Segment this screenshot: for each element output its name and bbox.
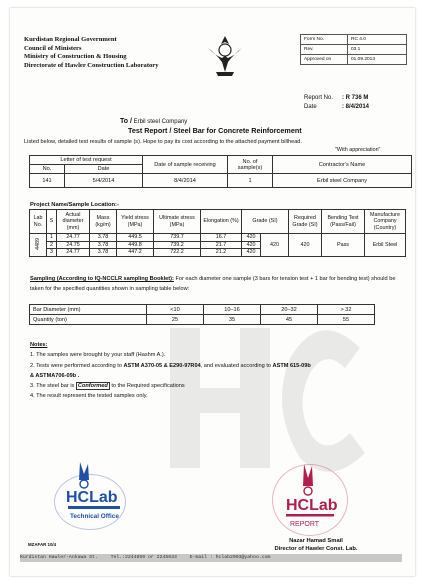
footer-bar	[20, 554, 402, 562]
cell-value: 45	[261, 315, 318, 325]
appreciation-text: "With appreciation"	[335, 147, 381, 153]
cell-ultimate: 739.2	[154, 241, 201, 249]
col-header-yield: Yield stress (MPa)	[117, 210, 154, 234]
cell-ultimate: 722.2	[154, 249, 201, 257]
form-value: 03.1	[348, 45, 407, 55]
cell-elongation: 21.7	[201, 241, 242, 249]
col-header-ultimate: Ultimate stress (MPa)	[154, 210, 201, 234]
sampling-heading: Sampling (According to IQ-NCCLR sampling Booklet):	[30, 276, 174, 282]
cell-mass: 3.78	[90, 234, 117, 242]
cell-date: 5/4/2014	[65, 174, 143, 188]
kurdistan-emblem-icon	[206, 32, 244, 78]
report-no-value: : R 736 M	[342, 95, 369, 101]
note-3: 3. The steel bar is Conformed to the Required specifications	[30, 383, 185, 390]
form-label: Rev.	[301, 45, 348, 55]
cell-value: <10	[147, 305, 204, 315]
cell-grade-overall: 420	[261, 234, 289, 257]
header-line-1: Kurdistan Regional Government	[24, 36, 117, 43]
cell-value: 55	[318, 315, 375, 325]
note-2-cont: & ASTMA706-09b .	[30, 372, 80, 379]
cell-yield: 449.8	[117, 241, 154, 249]
cell-diameter: 24.75	[57, 241, 90, 249]
cell-value: 10–16	[204, 305, 261, 315]
sampling-table	[29, 304, 375, 325]
header-line-3: Ministry of Construction & Housing	[24, 53, 127, 61]
col-header-bending: Bending Test (Pass/Fail)	[322, 210, 365, 234]
cell-value: 20–32	[261, 305, 318, 315]
table-row	[30, 174, 412, 188]
to-prefix: To /	[120, 118, 132, 125]
footer-address: Kurdistan Hawler-Ankawa St.	[20, 555, 98, 560]
table-row	[30, 305, 375, 315]
cell-value: 25	[147, 315, 204, 325]
signatory-title: Director of Hawler Const. Lab.	[274, 545, 358, 552]
form-row	[301, 55, 407, 65]
logo-left-sub: Technical Office	[70, 513, 119, 520]
report-title: Test Report / Steel Bar for Concrete Reinforcement	[128, 126, 302, 135]
cell-yield: 447.2	[117, 249, 154, 257]
cell-manufacturer: Erbil Steel	[365, 234, 406, 257]
cell-diameter: 24.77	[57, 234, 90, 242]
note-4: 4. The result represent the tested samples only.	[30, 393, 148, 400]
col-header-elongation: Elongation (%)	[201, 210, 242, 234]
footer-tel: Tel.:2244859 or 2245633	[110, 555, 177, 560]
cell-grade: 420	[242, 234, 261, 242]
cell-elongation: 21.2	[201, 249, 242, 257]
header-line-4: Directorate of Hawler Construction Laboratory	[24, 61, 159, 69]
signatory-name: Nazar Hamad Smail	[289, 538, 343, 544]
request-table	[29, 155, 412, 188]
form-label: Approved on	[301, 55, 348, 65]
cell-label: Quantity (ton)	[30, 315, 147, 325]
col-header-letter: Letter of test request	[30, 156, 143, 165]
cell-ultimate: 739.7	[154, 234, 201, 242]
cell-no: 141	[30, 174, 65, 188]
col-header-manufacturer: Manufacture Company (Country)	[365, 210, 406, 234]
report-number-block	[304, 94, 369, 111]
sampling-text: For each diameter one sample (3 bars for tension test + 1 bar for bending test) should be taken for the specified quantities shown in sampling table below:	[30, 276, 396, 292]
organization-header	[24, 36, 159, 70]
col-header-grade: Grade (SI)	[242, 210, 289, 234]
cell-diameter: 24.77	[57, 249, 90, 257]
report-no-label: Report No.	[304, 95, 334, 101]
col-header-no: No.	[30, 165, 65, 174]
logo-right-sub: REPORT	[290, 521, 320, 528]
col-header-samples: No. of sample(s)	[228, 156, 273, 174]
header-line-2: Council of Ministers	[24, 44, 82, 52]
hclab-logo-left	[58, 456, 128, 526]
cell-required-grade: 420	[289, 234, 322, 257]
signature-block	[256, 538, 376, 553]
col-header-mass: Mass (kg/m)	[90, 210, 117, 234]
form-info-box	[300, 34, 407, 65]
cell-value: > 32	[318, 305, 375, 315]
form-value: RC 4.0	[348, 35, 407, 45]
cell-bending: Pass	[322, 234, 365, 257]
sampling-paragraph	[30, 274, 402, 294]
report-page	[10, 8, 415, 576]
logo-left-text: HCLab	[66, 489, 118, 506]
form-row	[301, 35, 407, 45]
note-2: 2. Tests were performed according to ASTM A370-05 & E290-97R04, and evaluated according to ASTM 615-09b	[30, 362, 311, 369]
report-date-value: : 8/4/2014	[342, 103, 370, 110]
logo-right-text: HCLab	[286, 497, 338, 514]
footer-email: E-mail : hclab2003@yahoo.com	[189, 555, 271, 560]
col-header-lab: Lab No.	[30, 210, 47, 234]
cell-value: 35	[204, 315, 261, 325]
form-row	[301, 45, 407, 55]
mzafar-label: MZAFAR 10/4	[28, 542, 57, 547]
notes-section	[30, 340, 410, 402]
conformed-label: Conformed	[77, 383, 108, 390]
lab-no-text: 4489	[34, 237, 41, 250]
cell-mass: 3.78	[90, 249, 117, 257]
form-value: 01.09.2013	[348, 55, 407, 65]
report-date-label: Date	[304, 103, 317, 110]
recipient-company: Erbil steel Company	[133, 119, 188, 125]
notes-heading: Notes:	[30, 342, 48, 348]
col-header-s: S	[47, 210, 57, 234]
cell-s: 1	[47, 234, 57, 242]
intro-text: Listed below, detailed test results of sample (s). Hope to pay its cost according to the attached payment billhead.	[24, 139, 302, 145]
note-1: 1. The samples were brought by your staff (Hashm A.).	[30, 352, 166, 359]
cell-grade: 420	[242, 249, 261, 257]
col-header-received: Date of sample receiving	[143, 156, 228, 174]
cell-elongation: 16.7	[201, 234, 242, 242]
recipient	[120, 118, 187, 125]
cell-samples: 1	[228, 174, 273, 188]
cell-grade: 420	[242, 241, 261, 249]
table-row	[30, 234, 406, 242]
cell-contractor: Erbil steel Company	[273, 174, 412, 188]
cell-s: 3	[47, 249, 57, 257]
col-header-diameter: Actual diameter (mm)	[57, 210, 90, 234]
col-header-date: Date	[65, 165, 143, 174]
col-header-contractor: Contractor's Name	[273, 156, 412, 174]
cell-mass: 3.78	[90, 241, 117, 249]
cell-lab-no	[30, 234, 47, 257]
col-header-required: Required Grade (SI)	[289, 210, 322, 234]
results-table	[29, 209, 406, 257]
form-label: Form No.	[301, 35, 348, 45]
project-label: Project Name/Sample Location:-	[30, 202, 119, 208]
cell-received: 8/4/2014	[143, 174, 228, 188]
cell-s: 2	[47, 241, 57, 249]
cell-yield: 449.5	[117, 234, 154, 242]
hclab-logo-right	[272, 460, 344, 534]
cell-label: Bar Diameter (mm)	[30, 305, 147, 315]
table-row	[30, 315, 375, 325]
